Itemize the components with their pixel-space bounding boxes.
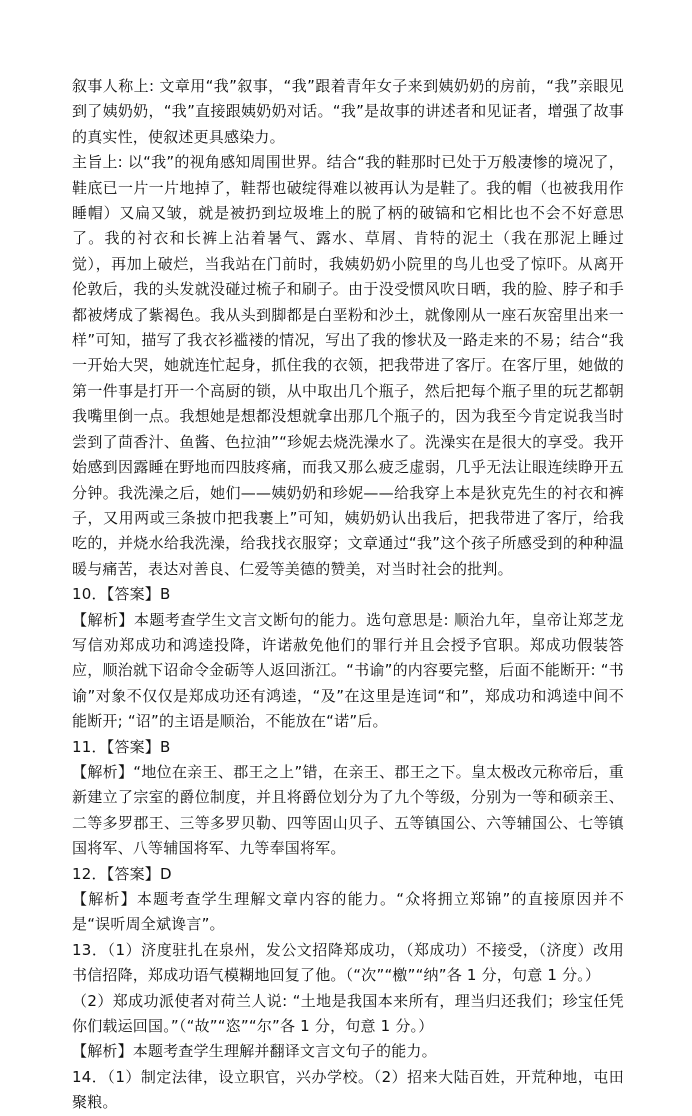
answer-14: 14．（1）制定法律，设立职官，兴办学校。（2）招来大陆百姓，开荒种地，屯田聚粮。: [72, 1067, 624, 1112]
answer-13-part-2: （2）郑成功派使者对荷兰人说: “土地是我国本来所有，理当归还我们；珍宝任凭你们载运回国。”（“故”“恣”“尔”各 1 分，句意 1 分。）: [72, 991, 624, 1036]
analysis-10: 【解析】本题考查学生文言文断句的能力。选句意思是: 顺治九年，皇帝让郑芝龙写信劝郑成功和鸿逵投降，许诺赦免他们的罪行并且会授予官职。郑成功假装答应，顺治就下诏命令金砺等人返回浙江。“书谕”的内容要完整，后面不能断开: “书谕”对象不仅仅是郑成功还有鸿逵，“及”在这里是连词“和”，郑成功和鸿逵中间不能断开; “诏”的主语是顺治，不能放在“诺”后。: [72, 610, 624, 731]
answer-11: 11．【答案】B: [72, 737, 171, 756]
answer-13-part-1: 13．（1）济度驻扎在泉州，发公文招降郑成功，（郑成功）不接受，（济度）改用书信招降，郑成功语气模糊地回复了他。（“次”“檄”“纳”各 1 分，句意 1 分。）: [72, 940, 624, 985]
document-page: [72, 74, 624, 1116]
paragraph-narrative-person: 叙事人称上: 文章用“我”叙事，“我”跟着青年女子来到姨奶奶的房前，“我”亲眼见到了姨奶奶，“我”直接跟姨奶奶对话。“我”是故事的讲述者和见证者，增强了故事的真实性，使叙述更具感染力。: [72, 77, 624, 146]
analysis-11: 【解析】“地位在亲王、郡王之上”错，在亲王、郡王之下。皇太极改元称帝后，重新建立了宗室的爵位制度，并且将爵位划分为了九个等级，分别为一等和硕亲王、二等多罗郡王、三等多罗贝勒、四等固山贝子、五等镇国公、六等辅国公、七等镇国将军、八等辅国将军、九等奉国将军。: [72, 762, 624, 858]
analysis-12: 【解析】本题考查学生理解文章内容的能力。“众将拥立郑锦”的直接原因并不是“误听周全斌谗言”。: [72, 890, 624, 934]
answer-12: 12．【答案】D: [72, 864, 172, 883]
answer-10: 10．【答案】B: [72, 585, 171, 604]
analysis-13: 【解析】本题考查学生理解并翻译文言文句子的能力。: [72, 1042, 437, 1061]
paragraph-theme: 主旨上: 以“我”的视角感知周围世界。结合“我的鞋那时已处于万般凄惨的境况了，鞋底已一片一片地掉了，鞋帮也破绽得难以被再认为是鞋了。我的帽（也被我用作睡帽）又扁又皱，就是被扔到垃圾堆上的脱了柄的破镐和它相比也不会不好意思了。我的衬衣和长裤上沾着暑气、露水、草屑、肯特的泥土（我在那泥上睡过觉），再加上破烂，当我站在门前时，我姨奶奶小院里的鸟儿也受了惊吓。从离开伦敦后，我的头发就没碰过梳子和刷子。由于没受惯风吹日晒，我的脸、脖子和手都被烤成了紫褐色。我从头到脚都是白垩粉和沙土，就像刚从一座石灰窑里出来一样”可知，描写了我衣衫褴褛的情况，写出了我的惨状及一路走来的不易；结合“我一开始大哭，她就连忙起身，抓住我的衣领，把我带进了客厅。在客厅里，她做的第一件事是打开一个高厨的锁，从中取出几个瓶子，然后把每个瓶子里的玩艺都朝我嘴里倒一点。我想她是想都没想就拿出那几个瓶子的，因为我至今肯定说我当时尝到了茴香汁、鱼酱、色拉油”“珍妮去烧洗澡水了。洗澡实在是很大的享受。我开始感到因露睡在野地而四肢疼痛，而我又那么疲乏虚弱，几乎无法让眼连续睁开五分钟。我洗澡之后，她们——姨奶奶和珍妮——给我穿上本是狄克先生的衬衣和裤子，又用两或三条披巾把我裹上”可知，姨奶奶认出我后，把我带进了客厅，给我吃的，并烧水给我洗澡，给我找衣服穿；文章通过“我”这个孩子所感受到的种种温暖与痛苦，表达对善良、仁爱等美德的赞美，对当时社会的批判。: [72, 153, 624, 578]
